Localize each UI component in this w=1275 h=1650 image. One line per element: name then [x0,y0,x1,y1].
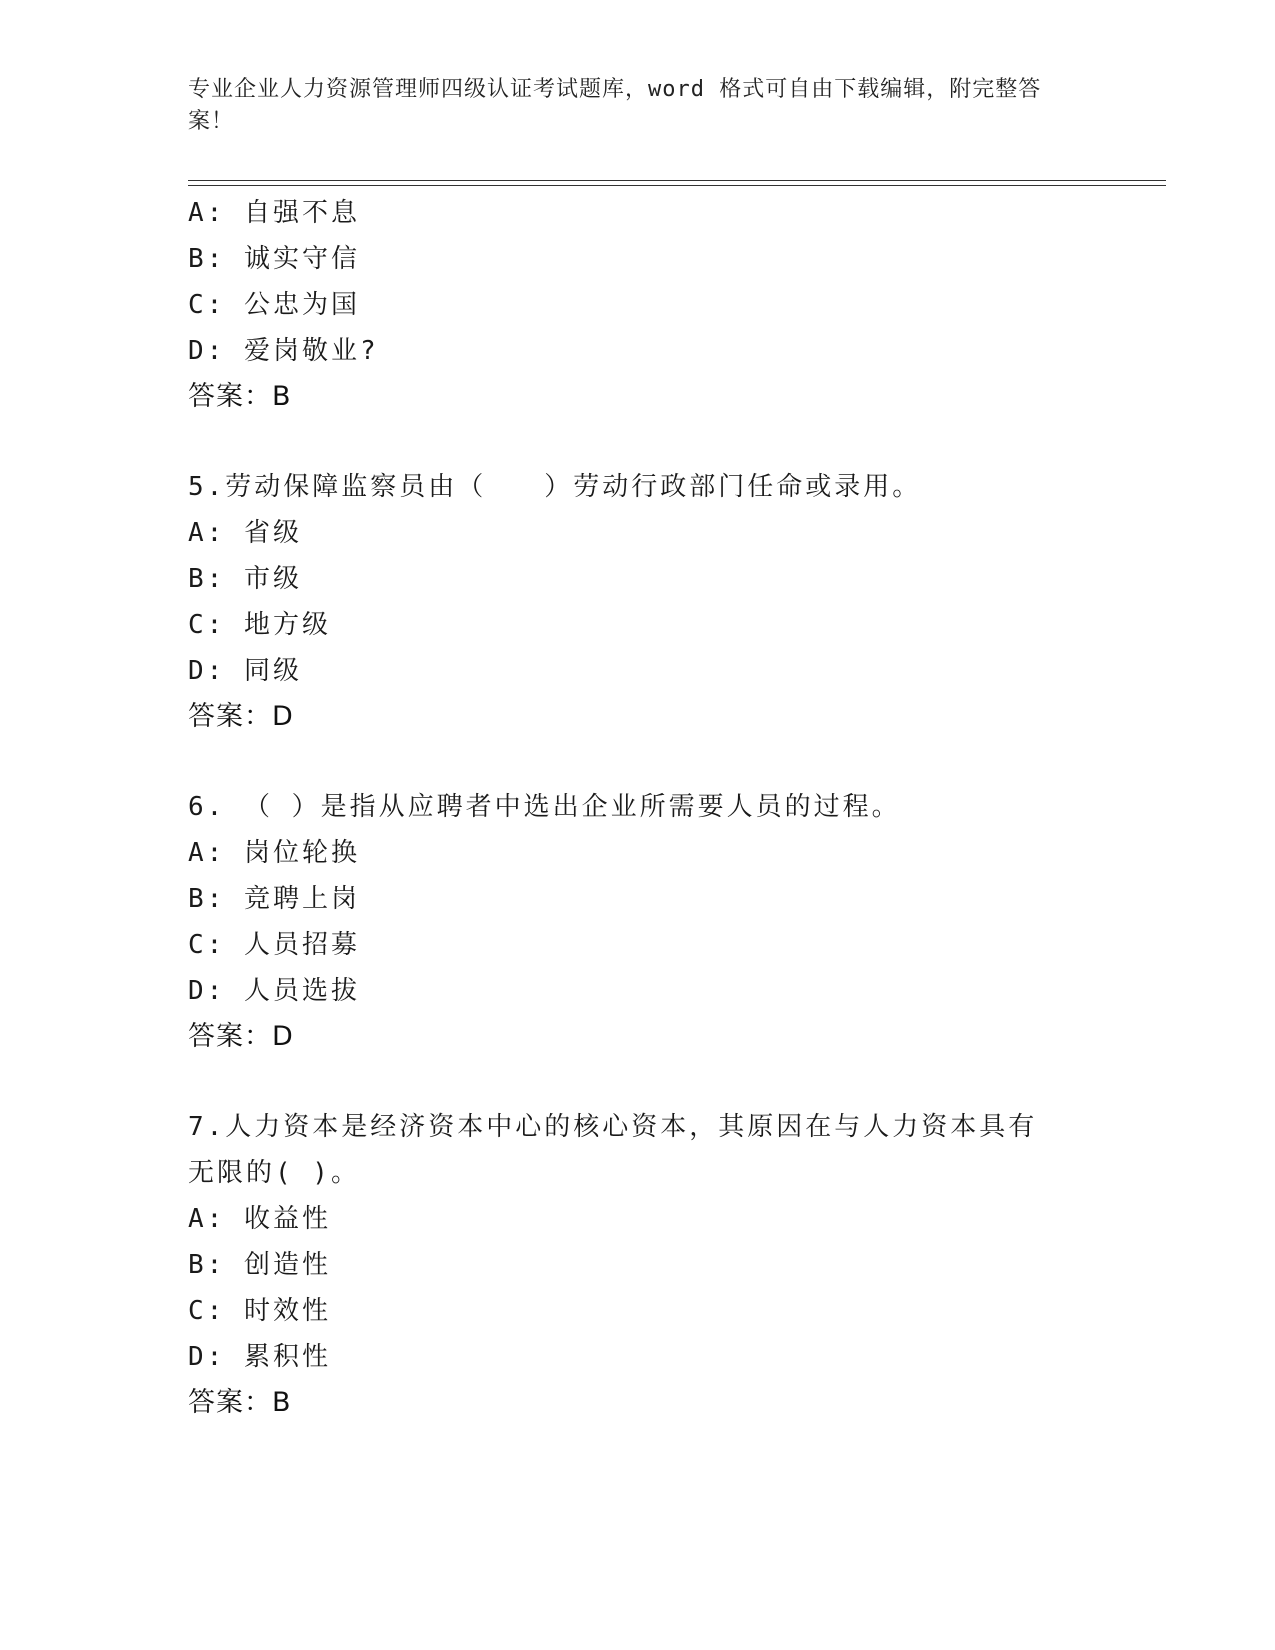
spacer [188,420,1088,464]
option-c: C: 人员招募 [188,930,360,960]
answer-label: 答案：B [188,381,292,412]
header-divider-bottom [188,185,1166,186]
option-c: C: 公忠为国 [188,290,360,320]
question-block-6 [188,784,1088,1060]
header-note: 专业企业人力资源管理师四级认证考试题库，word 格式可自由下载编辑，附完整答案！ [188,77,1042,134]
option-d: D: 人员选拔 [188,976,360,1006]
question-text: 6. （ ）是指从应聘者中选出企业所需要人员的过程。 [188,792,901,822]
option-c: C: 时效性 [188,1296,331,1326]
answer-label: 答案：D [188,701,294,732]
option-b: B: 竞聘上岗 [188,884,360,914]
question-list [188,190,1088,1426]
option-b: B: 诚实守信 [188,244,360,274]
spacer [188,740,1088,784]
answer-label: 答案：D [188,1021,294,1052]
question-text: 5.劳动保障监察员由（ ）劳动行政部门任命或录用。 [188,472,922,502]
question-text: 7.人力资本是经济资本中心的核心资本，其原因在与人力资本具有无限的( )。 [188,1112,1038,1188]
option-a: A: 自强不息 [188,198,360,228]
question-block-5 [188,464,1088,740]
spacer [188,1060,1088,1104]
header-divider-top [188,180,1166,181]
answer-label: 答案：B [188,1387,292,1418]
option-b: B: 市级 [188,564,302,594]
question-block-7 [188,1104,1088,1426]
option-a: A: 收益性 [188,1204,331,1234]
option-c: C: 地方级 [188,610,331,640]
option-d: D: 累积性 [188,1342,331,1372]
option-a: A: 省级 [188,518,302,548]
option-d: D: 爱岗敬业? [188,336,379,366]
option-a: A: 岗位轮换 [188,838,360,868]
option-d: D: 同级 [188,656,302,686]
option-b: B: 创造性 [188,1250,331,1280]
question-block-prev [188,190,1088,420]
